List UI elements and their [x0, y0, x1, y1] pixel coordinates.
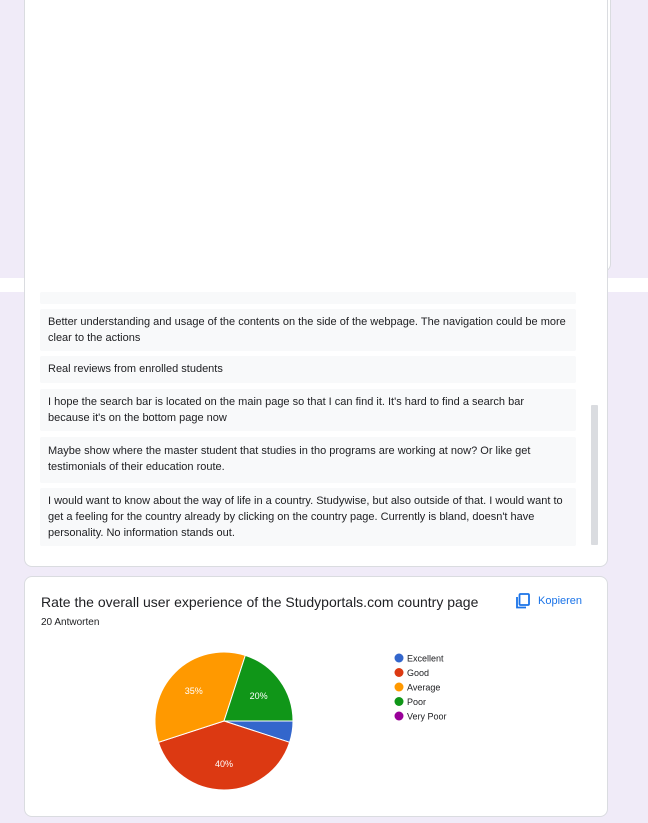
- legend-label: Average: [407, 682, 441, 693]
- response-item: Maybe show where the master student that studies in tho programs are working at now? Or like get testimonials of their education route.: [40, 437, 576, 483]
- slice-label: 35%: [184, 685, 203, 696]
- legend-marker: [395, 697, 404, 706]
- legend-marker: [395, 712, 404, 721]
- response-count: 20 Antworten: [41, 617, 100, 628]
- legend-label: Good: [407, 668, 430, 678]
- response-item: I would want to know about the way of life in a country. Studywise, but also outside of that. I would want to get a feeling for the country already by clicking on the country page. Currently is bland, doesn't have personality. No information stands out.: [40, 488, 576, 546]
- legend-marker: [395, 654, 404, 663]
- legend-marker: [395, 668, 404, 677]
- legend-marker: [395, 683, 404, 692]
- slice-label: 40%: [214, 758, 234, 769]
- response-item: Real reviews from enrolled students: [40, 356, 576, 383]
- question-title: Rate the overall user experience of the Studyportals.com country page: [41, 594, 479, 610]
- copy-label: Kopieren: [538, 595, 583, 607]
- response-item: I hope the search bar is located on the main page so that I can find it. It's hard to find a search bar because it's on the bottom page now: [40, 389, 576, 431]
- slice-label: 20%: [249, 690, 268, 701]
- legend-label: Excellent: [407, 653, 444, 664]
- legend-label: Poor: [407, 697, 427, 707]
- legend-label: Very Poor: [407, 711, 447, 722]
- response-item: Better understanding and usage of the contents on the side of the webpage. The navigation could be more clear to the actions: [40, 309, 576, 351]
